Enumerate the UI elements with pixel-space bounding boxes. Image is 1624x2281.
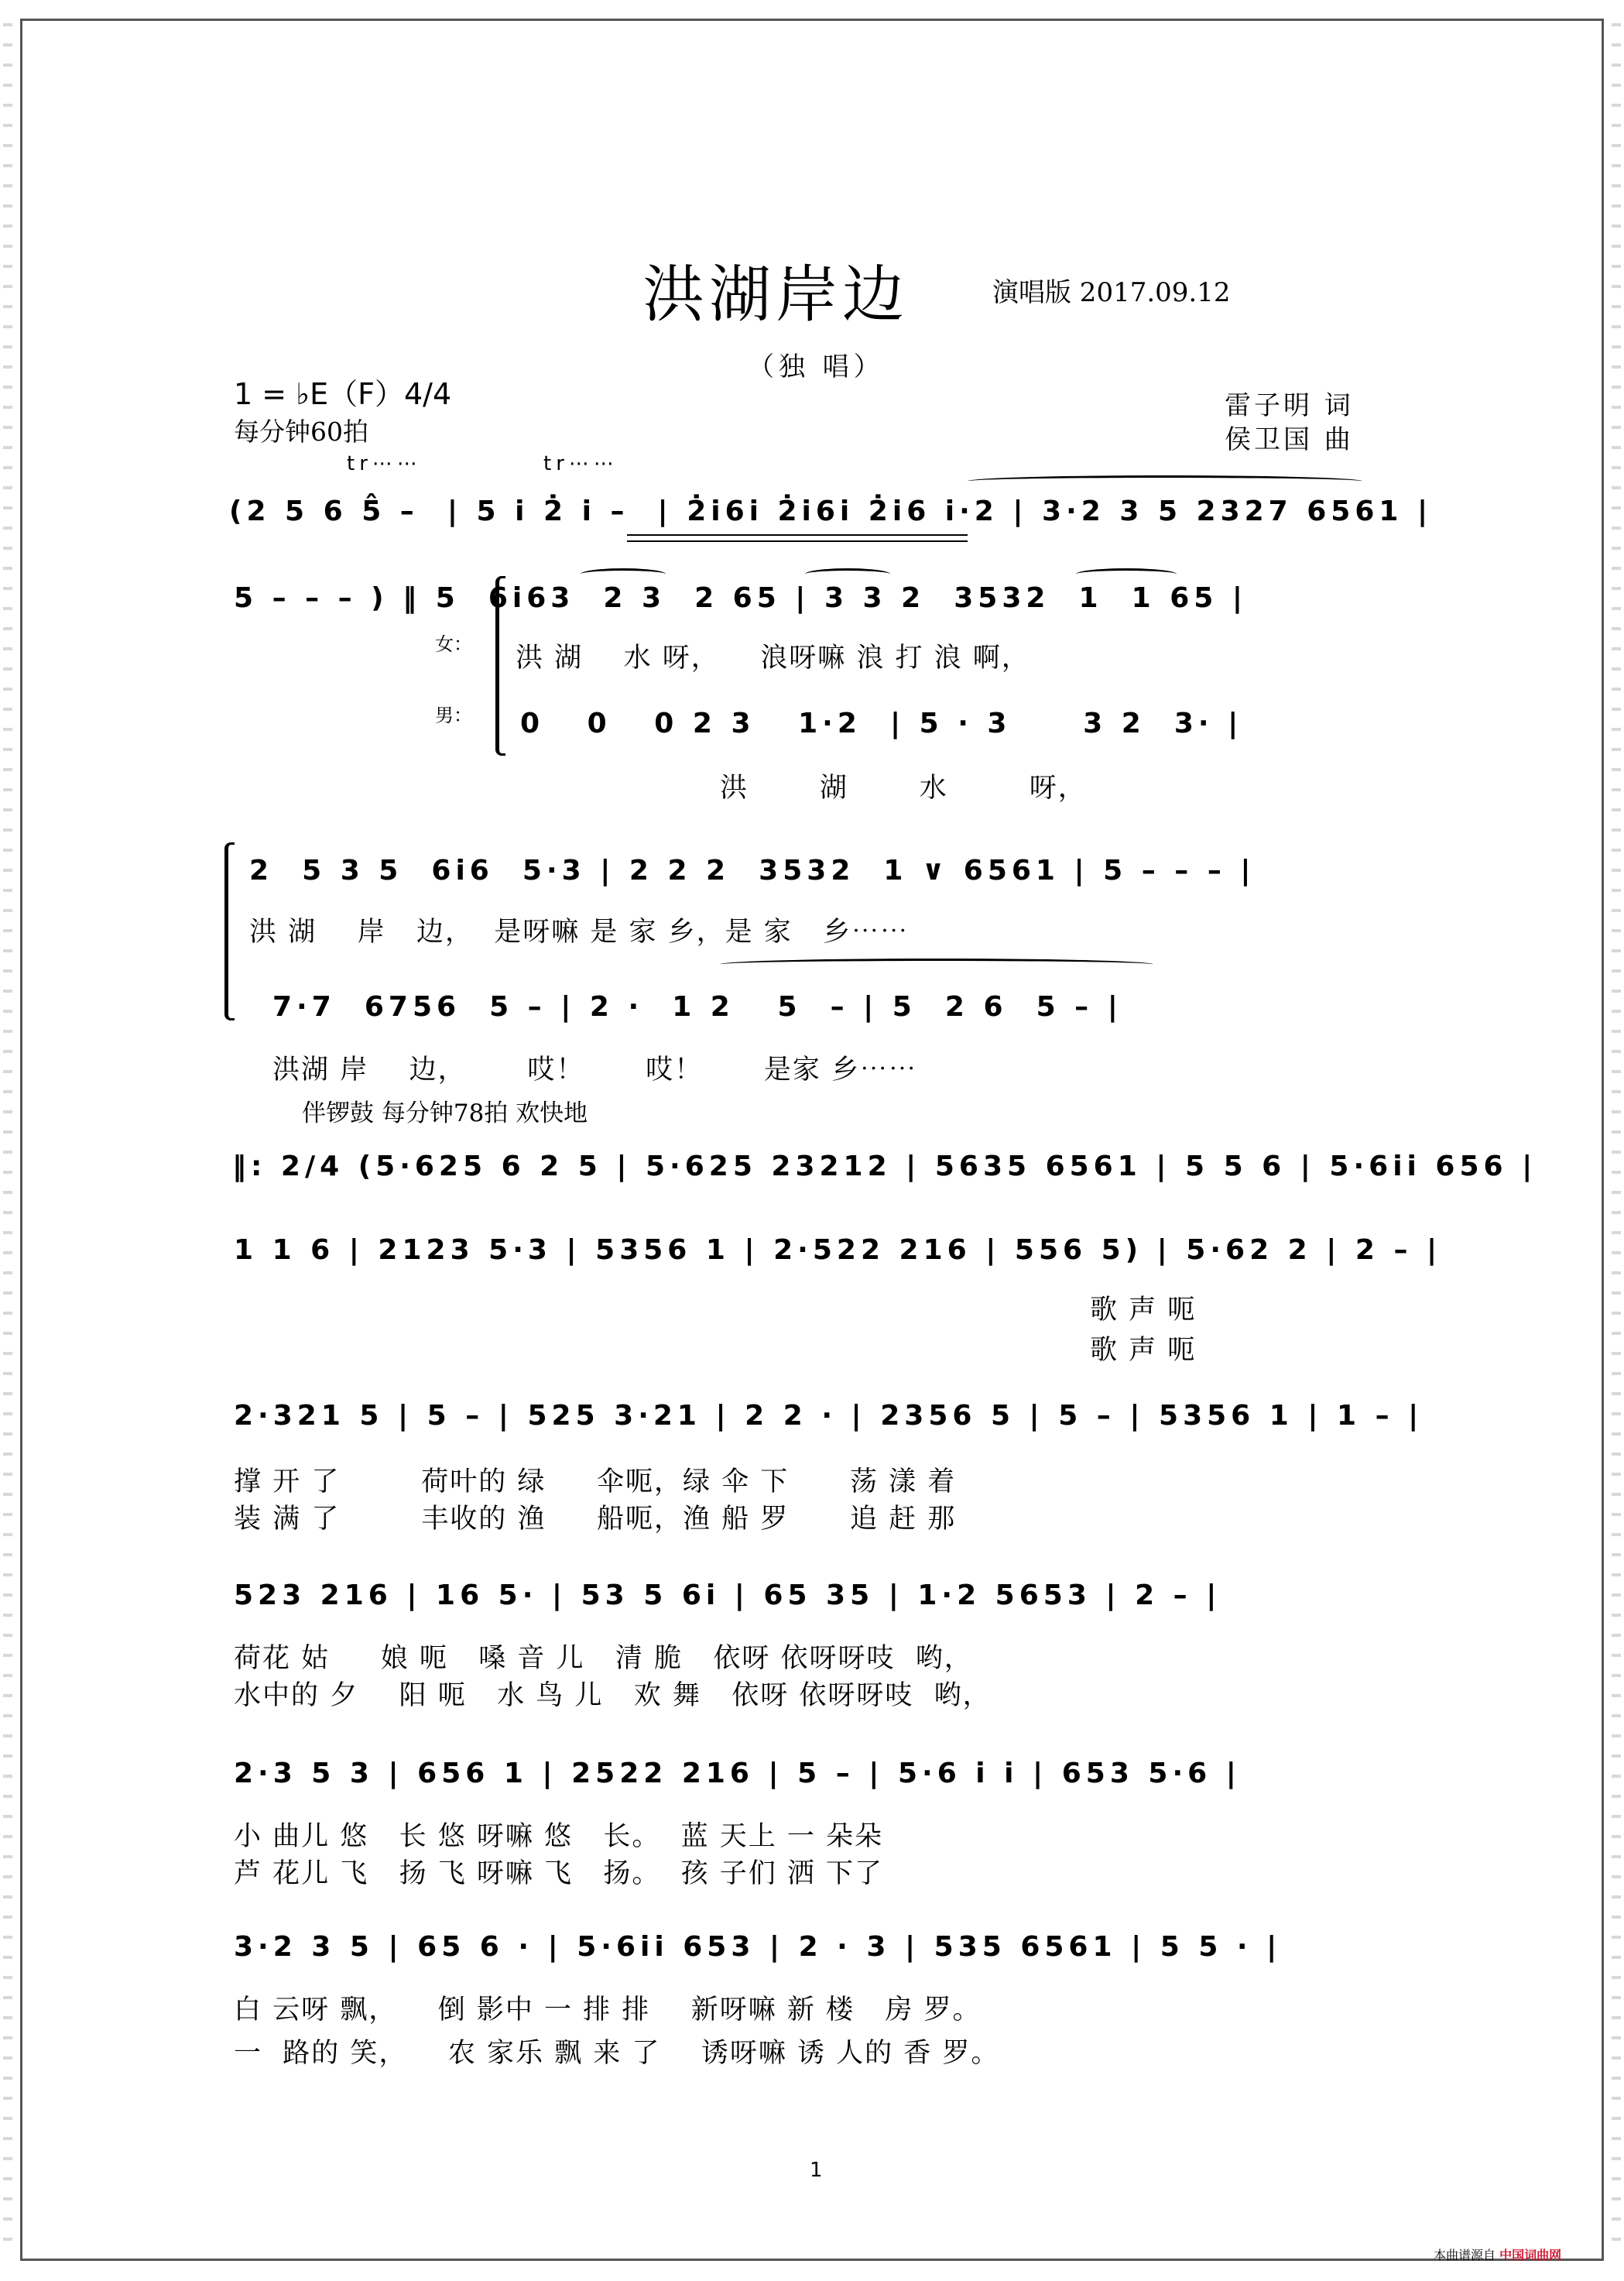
notation-line: ‖: 2/4 (5·625 6 2 5 | 5·625 23212 | 5635 6561 | 5 5 6 | 5·6ii 656 | — [232, 1151, 1537, 1182]
notation-line: 2·3 5 3 | 656 1 | 2522 216 | 5 – | 5·6 i i | 653 5·6 | — [234, 1758, 1241, 1789]
lyric-line: 芦 花儿 飞 扬 飞 呀嘛 飞 扬。 孩 子们 洒 下了 — [234, 1858, 884, 1889]
notation-line: 7·7 6756 5 – | 2 · 1 2 5 – | 5 2 6 5 – | — [272, 991, 1122, 1023]
score-title: 洪湖岸边 — [642, 259, 909, 331]
notation-line: (2 5 6 5̂ – | 5 i 2̇ i – | 2̇i6i 2̇i6i 2̇i6 i·2 | 3·2 3 5 2327 6561 | — [229, 496, 1433, 527]
edition-label: 演唱版 2017.09.12 — [992, 277, 1231, 308]
footer-source: 本曲谱源自 — [1434, 2248, 1496, 2262]
right-watermark-strip — [1612, 23, 1621, 2253]
footer-site-link[interactable]: 中国词曲网 — [1499, 2248, 1562, 2262]
slur — [968, 475, 1362, 487]
lyric-line: 洪 湖 水 呀， — [720, 773, 1087, 804]
footer-credit — [1434, 2245, 1561, 2263]
score-subtitle: （独 唱） — [748, 352, 885, 382]
composer-credit: 侯卫国 曲 — [1225, 424, 1354, 455]
page-number: 1 — [810, 2159, 823, 2182]
lyric-line: 水中的 夕 阳 呃 水 鸟 儿 欢 舞 依呀 依呀呀吱 哟， — [234, 1680, 992, 1711]
trill-mark: tr⋯⋯ — [347, 452, 422, 475]
lyric-line: 撑 开 了 荷叶的 绿 伞呃，绿 伞 下 荡 漾 着 — [234, 1466, 957, 1497]
slur — [720, 959, 1153, 970]
notation-line: 3·2 3 5 | 65 6 · | 5·6ii 653 | 2 · 3 | 535 6561 | 5 5 · | — [234, 1931, 1282, 1963]
notation-line: 5 – – – ) ‖ 5 6i63 2 3 2 65 | 3 3 2 3532 1 1 65 | — [234, 582, 1247, 614]
notation-line: 0 0 0 2 3 1·2 | 5 · 3 3 2 3· | — [520, 708, 1243, 739]
lyric-line: 洪 湖 岸 边， 是呀嘛 是 家 乡，是 家 乡⋯⋯ — [249, 917, 910, 948]
slur — [1076, 568, 1177, 580]
lyric-line: 小 曲儿 悠 长 悠 呀嘛 悠 长。 蓝 天上 一 朵朵 — [234, 1821, 884, 1852]
notation-line: 2·321 5 | 5 – | 525 3·21 | 2 2 · | 2356 5 | 5 – | 5356 1 | 1 – | — [234, 1400, 1424, 1432]
lyric-line: 一 路的 笑， 农 家乐 飘 来 了 诱呀嘛 诱 人的 香 罗。 — [234, 2038, 1000, 2069]
left-watermark-strip — [3, 23, 12, 2253]
lyric-line: 白 云呀 飘， 倒 影中 一 排 排 新呀嘛 新 楼 房 罗。 — [234, 1995, 982, 2025]
voice-label-male: 男： — [435, 705, 472, 726]
slur — [581, 568, 666, 580]
system-brace — [224, 842, 235, 1020]
trill-mark: tr⋯⋯ — [543, 452, 618, 475]
lyric-line: 歌 声 呃 — [1090, 1335, 1197, 1366]
slur — [805, 568, 890, 580]
lyric-line: 歌 声 呃 — [1090, 1295, 1197, 1326]
beam-line — [627, 540, 968, 542]
lyric-line: 洪 湖 水 呀， 浪呀嘛 浪 打 浪 啊， — [516, 643, 1030, 674]
notation-line: 1 1 6 | 2123 5·3 | 5356 1 | 2·522 216 | 556 5) | 5·62 2 | 2 – | — [234, 1234, 1442, 1266]
notation-line: 523 216 | 16 5· | 53 5 6i | 65 35 | 1·2 5653 | 2 – | — [234, 1580, 1221, 1611]
lyric-line: 装 满 了 丰收的 渔 船呃，渔 船 罗 追 赶 那 — [234, 1504, 957, 1535]
beam-line — [627, 534, 968, 536]
lyric-line: 洪湖 岸 边， 哎！ 哎！ 是家 乡⋯⋯ — [272, 1055, 918, 1086]
lyricist-credit: 雷子明 词 — [1225, 390, 1354, 421]
tempo-marking: 伴锣鼓 每分钟78拍 欢快地 — [302, 1099, 588, 1127]
key-signature: 1 = ♭E（F）4/4 — [234, 377, 452, 411]
tempo-marking: 每分钟60拍 — [234, 417, 368, 447]
voice-label-female: 女： — [435, 633, 472, 655]
lyric-line: 荷花 姑 娘 呃 嗓 音 儿 清 脆 依呀 依呀呀吱 哟， — [234, 1643, 973, 1674]
notation-line: 2 5 3 5 6i6 5·3 | 2 2 2 3532 1 ∨ 6561 | 5 – – – | — [249, 855, 1256, 887]
